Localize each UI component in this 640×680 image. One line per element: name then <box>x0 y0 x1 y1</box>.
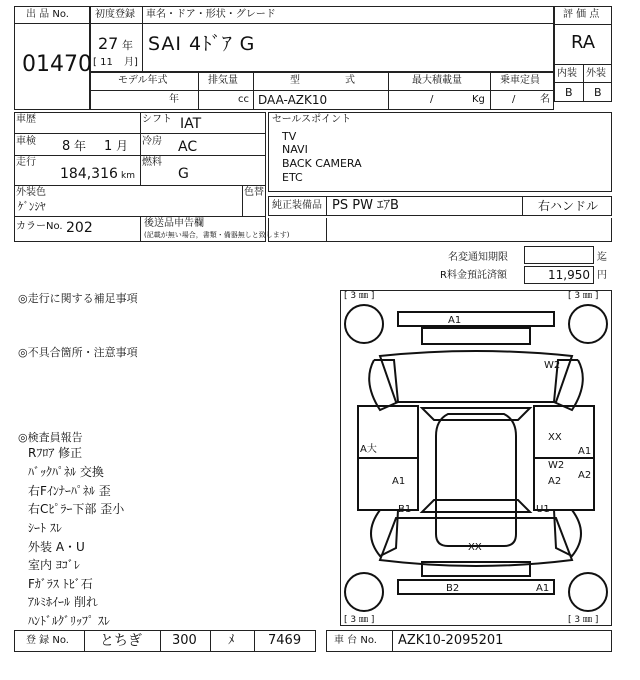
history-label: 車歴 <box>16 114 36 125</box>
capacity-label: 乗車定員 <box>500 75 540 86</box>
mileage-unit: km <box>121 171 135 181</box>
mark-rear-bumper-b: A1 <box>536 583 550 594</box>
recycle-value: 11,950 <box>548 268 590 282</box>
max-load-unit: Kg <box>472 94 485 105</box>
docs-label: 後送品申告欄 <box>144 218 204 229</box>
month-unit: 月] <box>124 57 138 68</box>
inspector-item: 右Fｲﾝﾅｰﾊﾟﾈﾙ 歪 <box>28 484 111 498</box>
name-change-label: 名変通知期限 <box>448 252 508 263</box>
sales-point-item: BACK CAMERA <box>282 157 362 170</box>
mark-right-rear-door-c: A2 <box>548 476 562 487</box>
defects-label: ◎不具合箇所・注意事項 <box>18 346 138 359</box>
interior-label: 内装 <box>557 68 577 79</box>
inspector-item: Rﾌﾛｱ 修正 <box>28 446 83 460</box>
mark-front-bumper: A1 <box>448 315 462 326</box>
mark-right-rear-fender: U1 <box>536 504 550 515</box>
mark-right-front-door-a: XX <box>548 432 562 443</box>
registration-class: 300 <box>172 633 197 648</box>
mark-right-rear-door-a: W2 <box>548 460 565 471</box>
rear-window <box>422 500 530 512</box>
registration-area: とちぎ <box>100 633 142 649</box>
sales-points-label: セールスポイント <box>272 114 352 125</box>
first-reg-label: 初度登録 <box>95 9 135 20</box>
color-value: ｹﾞﾝｼﾔ <box>18 200 46 213</box>
name-change-box <box>524 246 594 264</box>
hood <box>380 351 572 402</box>
shift-value: IAT <box>180 116 202 132</box>
ac-value: AC <box>178 139 198 155</box>
mileage-label: 走行 <box>16 157 36 168</box>
chassis-label: 車 台 No. <box>334 635 377 646</box>
inspector-label: ◎検査員報告 <box>18 431 83 444</box>
inspector-item: Fｶﾞﾗｽ ﾄﾋﾞ石 <box>28 577 93 591</box>
inspector-item: ｼｰﾄ ｽﾚ <box>28 521 62 535</box>
displacement-label: 排気量 <box>208 75 238 86</box>
color-label: 外装色 <box>16 187 46 198</box>
sales-point-item: TV <box>282 130 297 143</box>
mark-left-rear-door: A1 <box>392 476 406 487</box>
mark-right-front-door-b: A1 <box>578 446 592 457</box>
color-no-label: カラーNo. <box>16 221 63 232</box>
inspection-year: 8 <box>62 139 71 154</box>
registration-kana: ﾒ <box>228 633 235 648</box>
repaint-label: 色替 <box>244 187 264 198</box>
inspection-year-unit: 年 <box>74 139 87 153</box>
exterior-grade: B <box>594 86 602 99</box>
mark-trunk: XX <box>468 542 482 553</box>
car-damage-diagram <box>340 290 612 626</box>
exterior-label: 外装 <box>586 68 606 79</box>
model-label-2: 式 <box>345 75 355 86</box>
chassis-number: AZK10-2095201 <box>398 633 504 648</box>
rear-bumper <box>398 580 554 594</box>
tire-depth-front-right: [ 3 ㎜ ] <box>568 291 599 301</box>
overall-grade: RA <box>571 32 596 53</box>
year-unit: 年 <box>122 39 133 52</box>
registration-number: 7469 <box>268 633 302 648</box>
front-bumper <box>398 312 554 326</box>
mark-front-right-fender: W2 <box>544 360 561 371</box>
recycle-unit: 円 <box>597 270 607 281</box>
equipment-value: PS PW ｴｱB <box>332 198 399 213</box>
shift-label: シフト <box>142 114 172 125</box>
sales-point-item: ETC <box>282 171 303 184</box>
mark-left-front-door: A大 <box>360 444 377 455</box>
roof <box>436 414 516 546</box>
inspector-item: 室内 ﾖｺﾞﾚ <box>28 558 80 572</box>
docs-note: (記載が無い場合，書類・備器無しと致します) <box>144 231 290 239</box>
sales-point-item: NAVI <box>282 143 308 156</box>
mark-right-rear-door-b: A2 <box>578 470 592 481</box>
wheel-rear-left <box>345 573 383 611</box>
inspection-label: 車検 <box>16 136 36 147</box>
wheel-front-right <box>569 305 607 343</box>
max-load-sep: / <box>430 94 434 105</box>
inspector-item: 右Cﾋﾟﾗｰ下部 歪小 <box>28 502 125 516</box>
lot-number: 01470 <box>22 52 92 77</box>
recycle-label: R料金預託済額 <box>440 270 507 281</box>
model-year-unit: 年 <box>169 94 179 105</box>
inspector-item: ﾊﾞｯｸﾊﾟﾈﾙ 交換 <box>28 465 104 479</box>
wheel-rear-right <box>569 573 607 611</box>
first-reg-month: [ 11 <box>93 57 113 68</box>
inspection-month-unit: 月 <box>116 139 129 153</box>
color-no-value: 202 <box>66 220 93 236</box>
tire-depth-rear-right: [ 3 ㎜ ] <box>568 615 599 625</box>
steering-side: 右ハンドル <box>538 199 599 213</box>
front-grille <box>422 328 530 344</box>
fuel-value: G <box>178 166 189 182</box>
tire-depth-rear-left: [ 3 ㎜ ] <box>344 615 375 625</box>
vehicle-name: SAI 4ﾄﾞｱ G <box>148 33 256 55</box>
name-change-unit: 迄 <box>597 252 607 263</box>
inspector-item: ｱﾙﾐﾎｲｰﾙ 削れ <box>28 595 98 609</box>
interior-grade: B <box>565 86 573 99</box>
inspector-item: ﾊﾝﾄﾞﾙｸﾞﾘｯﾌﾟ ｽﾚ <box>28 614 110 628</box>
max-load-label: 最大積載量 <box>412 75 462 86</box>
first-reg-year: 27 <box>98 34 119 53</box>
mark-left-rear-fender: B1 <box>398 504 412 515</box>
supplement-label: ◎走行に関する補足事項 <box>18 292 138 305</box>
model-year-label: モデル年式 <box>118 75 168 86</box>
ac-label: 冷房 <box>142 136 162 147</box>
registration-label: 登 録 No. <box>26 635 69 646</box>
displacement-unit: cc <box>238 94 249 105</box>
capacity-sep: / <box>512 94 516 105</box>
vehicle-label: 車名・ドア・形状・グレード <box>146 9 276 20</box>
inspector-item: 外装 A・U <box>28 540 85 554</box>
equipment-label: 純正装備品 <box>272 200 322 211</box>
capacity-unit: 名 <box>540 94 550 105</box>
mark-rear-bumper-a: B2 <box>446 583 460 594</box>
mileage-value: 184,316 <box>60 166 118 182</box>
model-code: DAA-AZK10 <box>258 93 328 107</box>
tire-depth-front-left: [ 3 ㎜ ] <box>344 291 375 301</box>
model-label: 型 <box>290 75 300 86</box>
inspection-month: 1 <box>104 139 113 154</box>
grade-label: 評 価 点 <box>563 9 600 20</box>
lot-label: 出 品 No. <box>26 9 69 20</box>
fuel-label: 燃料 <box>142 157 162 168</box>
wheel-front-left <box>345 305 383 343</box>
